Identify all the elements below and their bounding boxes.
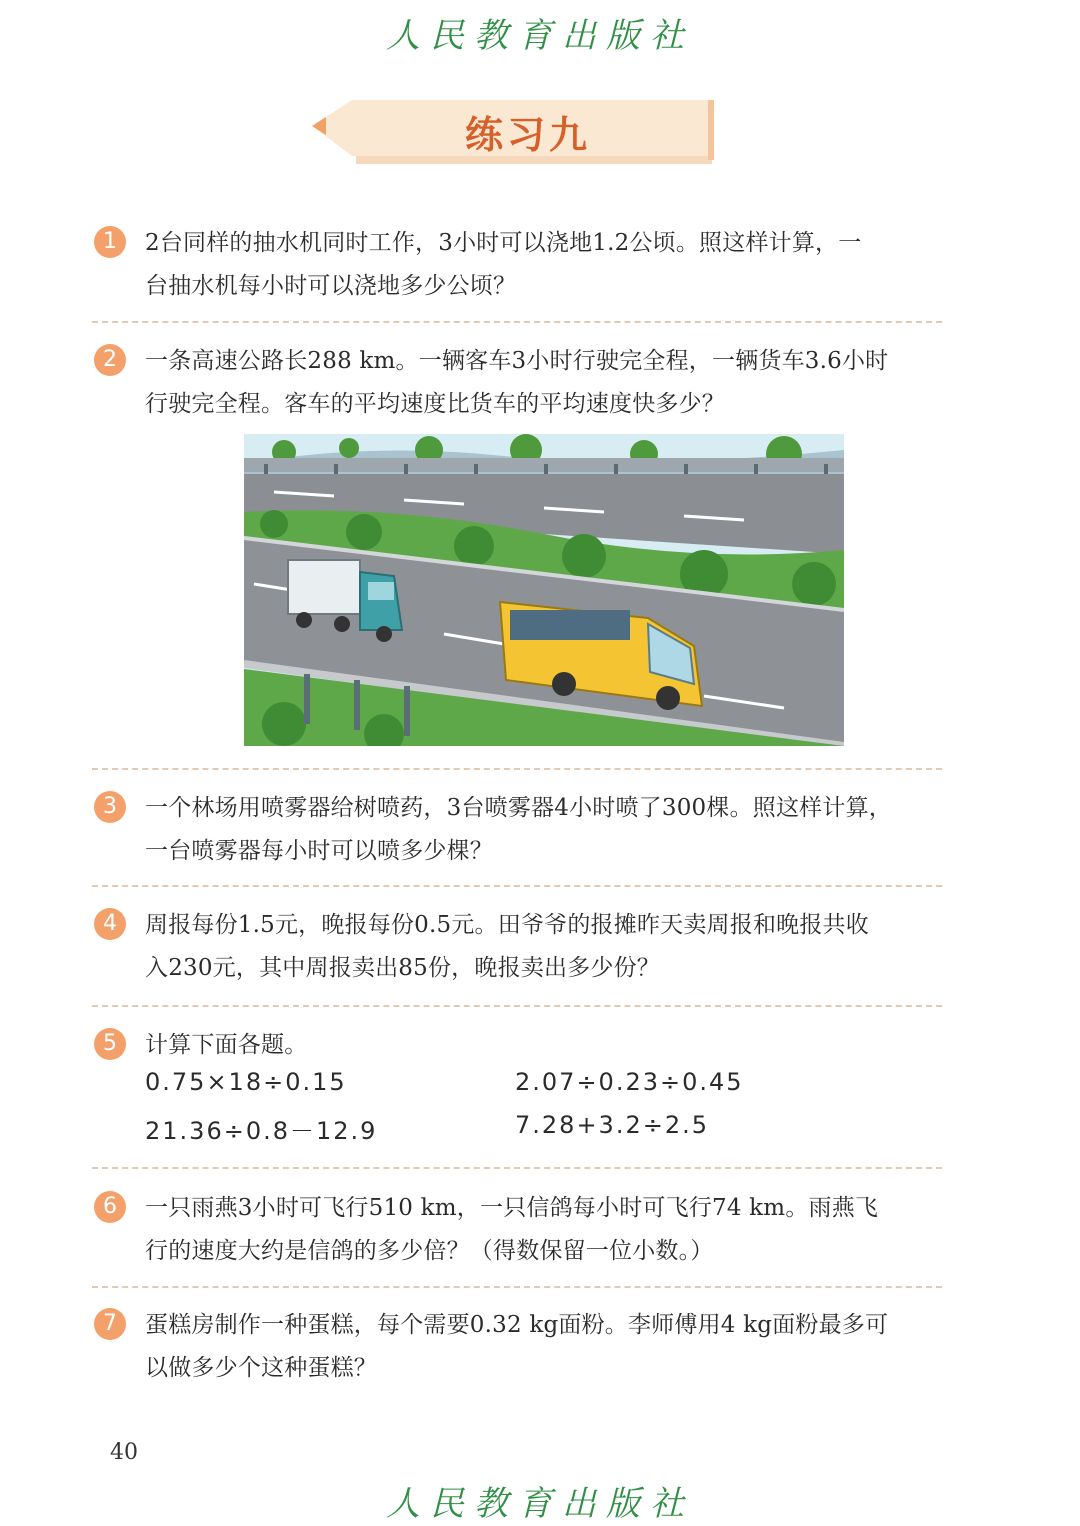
section-title-banner (312, 96, 714, 164)
problem-line: 一台喷雾器每小时可以喷多少棵？ (145, 838, 493, 864)
dashed-divider (92, 768, 942, 770)
dashed-divider (92, 1167, 942, 1169)
calculation-item: 21.36÷0.8－12.9 (145, 1117, 378, 1145)
problem-line: 一条高速公路长288 km。一辆客车3小时行驶完全程，一辆货车3.6小时 (145, 348, 889, 374)
problem-5 (92, 1024, 944, 1067)
problem-number-badge: 1 (94, 226, 126, 258)
highway-illustration (244, 434, 844, 746)
problem-line: 台抽水机每小时可以浇地多少公顷？ (145, 273, 517, 299)
problem-line: 一个林场用喷雾器给树喷药，3台喷雾器4小时喷了300棵。照这样计算， (145, 795, 892, 821)
problem-text (145, 340, 944, 426)
problem-number-badge: 3 (94, 791, 126, 823)
problem-text (145, 222, 944, 308)
section-title: 练习九 (464, 113, 591, 157)
problem-text (145, 787, 944, 873)
problem-line: 蛋糕房制作一种蛋糕，每个需要0.32 kg面粉。李师傅用4 kg面粉最多可 (145, 1312, 889, 1338)
calculation-item: 0.75×18÷0.15 (145, 1068, 347, 1096)
dashed-divider (92, 321, 942, 323)
problem-number-badge: 7 (94, 1308, 126, 1340)
problem-6 (92, 1187, 944, 1273)
problem-number-badge: 2 (94, 344, 126, 376)
calculation-item: 2.07÷0.23÷0.45 (515, 1068, 744, 1096)
publisher-logo-bottom: 人民教育出版社 (386, 1484, 694, 1524)
problem-1 (92, 222, 944, 308)
calculation-item: 7.28+3.2÷2.5 (515, 1111, 709, 1139)
problem-3 (92, 787, 944, 873)
publisher-logo-top: 人民教育出版社 (386, 16, 694, 56)
problem-text (145, 1187, 944, 1273)
problem-7 (92, 1304, 944, 1390)
problem-number-badge: 6 (94, 1191, 126, 1223)
dashed-divider (92, 885, 942, 887)
problem-number-badge: 4 (94, 908, 126, 940)
problem-2 (92, 340, 944, 426)
problem-line: 行的速度大约是信鸽的多少倍？（得数保留一位小数。） (145, 1238, 714, 1264)
problem-line: 周报每份1.5元，晚报每份0.5元。田爷爷的报摊昨天卖周报和晚报共收 (145, 912, 869, 938)
problem-text (145, 904, 944, 990)
problem-number-badge: 5 (94, 1028, 126, 1060)
problem-line: 行驶完全程。客车的平均速度比货车的平均速度快多少？ (145, 391, 725, 417)
problem-line: 入230元，其中周报卖出85份，晚报卖出多少份？ (145, 955, 660, 981)
problem-4 (92, 904, 944, 990)
problem-line: 2台同样的抽水机同时工作，3小时可以浇地1.2公顷。照这样计算，一 (145, 230, 862, 256)
problem-line: 以做多少个这种蛋糕？ (145, 1355, 377, 1381)
problem-text (145, 1024, 944, 1067)
problem-line: 计算下面各题。 (145, 1032, 308, 1058)
problem-line: 一只雨燕3小时可飞行510 km，一只信鸽每小时可飞行74 km。雨燕飞 (145, 1195, 879, 1221)
page-number: 40 (110, 1440, 138, 1465)
dashed-divider (92, 1286, 942, 1288)
problem-text (145, 1304, 944, 1390)
dashed-divider (92, 1005, 942, 1007)
